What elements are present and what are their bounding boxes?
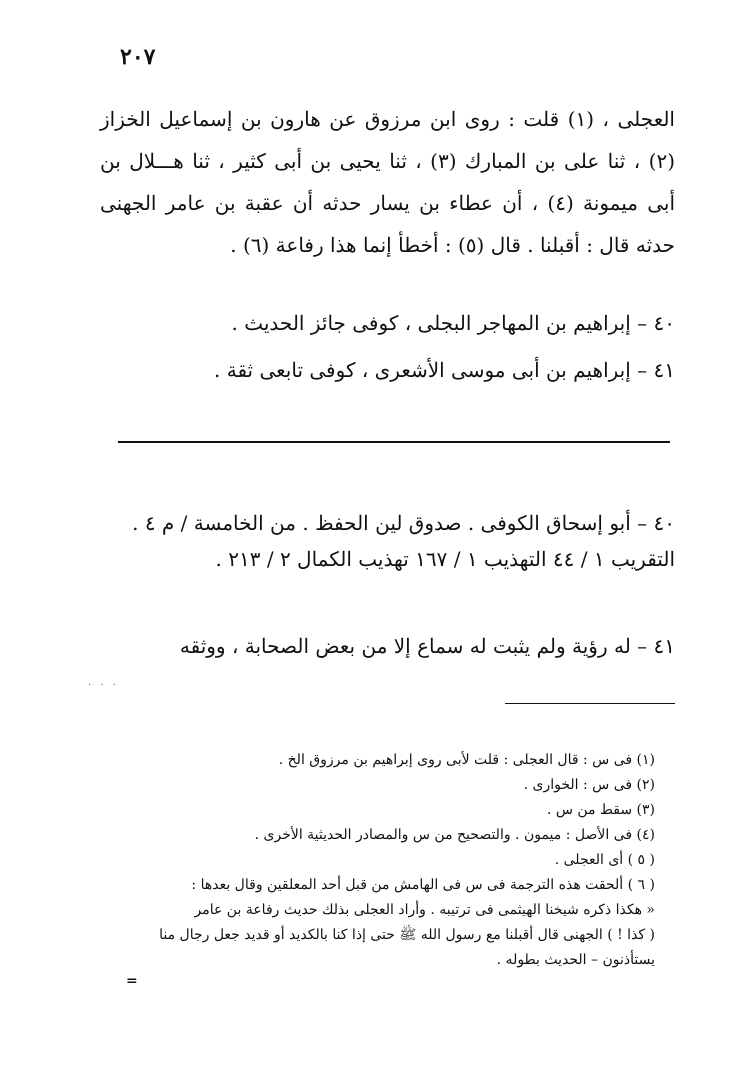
- entry-41: ٤١ – إبراهيم بن أبى موسى الأشعرى ، كوفى تابعى ثقة .: [214, 358, 675, 382]
- page-number: ٢٠٧: [120, 44, 156, 70]
- commentary-41: ٤١ – له رؤية ولم يثبت له سماع إلا من بعض الصحابة ، ووثقه: [179, 634, 675, 658]
- footnote-rule: [505, 703, 675, 704]
- main-paragraph: العجلى ، (١) قلت : روى ابن مرزوق عن هارون بن إسماعيل الخزاز (٢) ، ثنا على بن المبارك (٣) ، ثنا يحيى بن أبى كثير ، ثنا هـــلال بن أبى ميمونة (٤) ، أن عطاء بن يسار حدثه أن عقبة بن عامر الجهنى حدثه قال : أقبلنا . قال (٥) : أخطأ إنما هذا رفاعة (٦) .: [100, 107, 675, 257]
- scan-speckles: · · ·: [88, 680, 119, 691]
- separator-rule: [118, 441, 670, 443]
- footnote-6-cont-1: « هكذا ذكره شيخنا الهيثمى فى ترتيبه . وأراد العجلى بذلك حديث رفاعة بن عامر: [194, 902, 655, 918]
- footnote-2: (٢) فى س : الخوارى .: [523, 777, 655, 793]
- footnote-6-cont-3: يستأذنون – الحديث بطوله .: [496, 952, 655, 968]
- commentary-40: ٤٠ – أبو إسحاق الكوفى . صدوق لين الحفظ . من الخامسة / م ٤ . التقريب ١ / ٤٤ التهذيب ١ / ١٦٧ تهذيب الكمال ٢ / ٢١٣ .: [132, 511, 675, 571]
- footnote-6: ( ٦ ) ألحقت هذه الترجمة فى س فى الهامش من قبل أحد المعلقين وقال بعدها :: [191, 877, 655, 893]
- footnotes: [100, 748, 655, 973]
- footnote-4: (٤) فى الأصل : ميمون . والتصحيح من س والمصادر الحديثية الأخرى .: [254, 827, 655, 843]
- footnote-3: (٣) سقط من س .: [546, 802, 655, 818]
- footnote-5: ( ٥ ) أى العجلى .: [554, 852, 655, 868]
- entry-40: ٤٠ – إبراهيم بن المهاجر البجلى ، كوفى جائز الحديث .: [231, 311, 675, 335]
- continuation-mark: =: [126, 973, 138, 989]
- footnote-6-cont-2: ( كذا ! ) الجهنى قال أقبلنا مع رسول الله ﷺ حتى إذا كنا بالكديد أو قديد جعل رجال منا: [159, 927, 655, 943]
- footnote-1: (١) فى س : قال العجلى : قلت لأبى روى إبراهيم بن مرزوق الخ .: [278, 752, 655, 768]
